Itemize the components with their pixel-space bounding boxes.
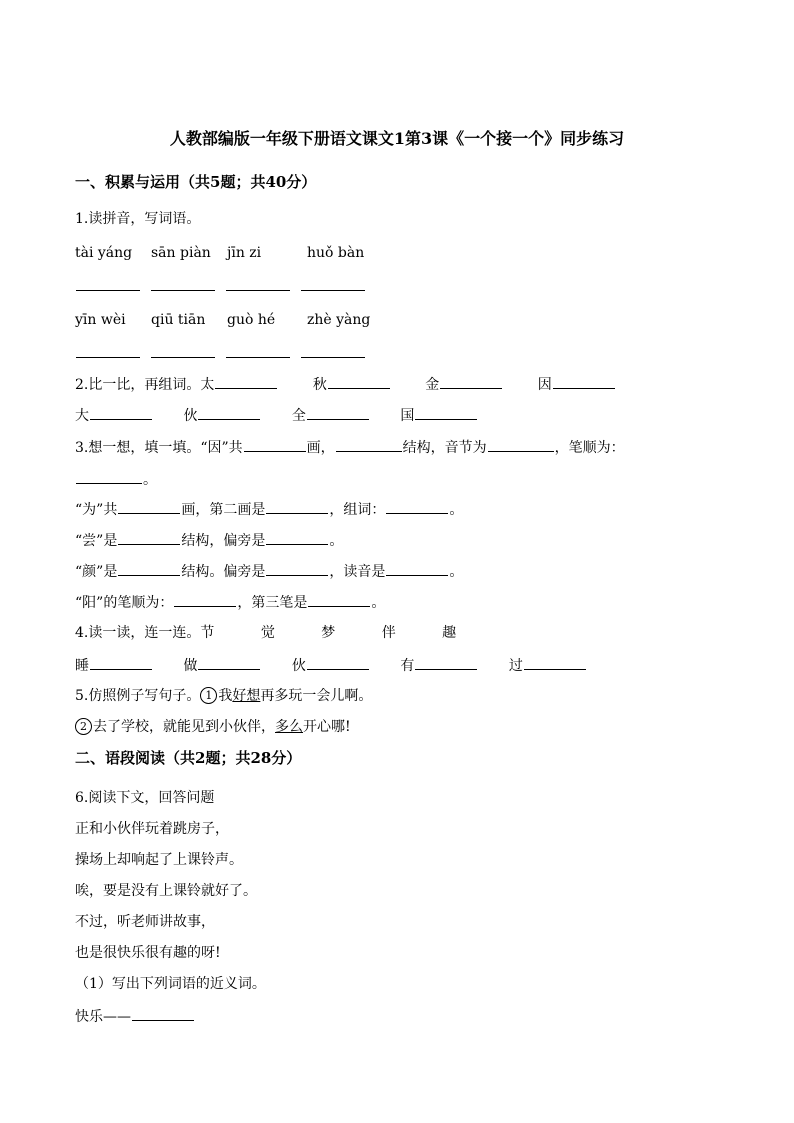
q2-row-2 [75,405,478,426]
answer-blank[interactable] [266,561,328,576]
char: 国 [400,408,415,424]
char: 过 [508,658,523,674]
q3-text: “颜”是 [75,564,118,580]
poem-line: 也是很快乐很有趣的呀! [75,945,221,961]
q3-text: 。 [449,564,464,580]
answer-blank[interactable] [266,530,328,545]
char: 节 [200,625,215,641]
q3-text: 结构。偏旁是 [181,564,266,580]
answer-blank[interactable] [76,276,140,291]
char: 有 [400,658,415,674]
answer-blank[interactable] [118,530,180,545]
char: 秋 [312,377,327,393]
answer-blank[interactable] [76,343,140,358]
poem-line: 操场上却响起了上课铃声。 [75,852,243,868]
q3-text: 。 [143,472,157,488]
q6-answer-prefix: 快乐—— [75,1009,131,1025]
char: 趣 [442,625,457,641]
q5-text: 我 [218,688,233,704]
answer-blank[interactable] [90,655,152,670]
answer-blank[interactable] [415,405,477,420]
answer-blank[interactable] [174,592,236,607]
answer-blank[interactable] [553,374,615,389]
char: 伙 [291,658,306,674]
answer-blank[interactable] [307,655,369,670]
q3-line-1 [75,437,625,458]
section-heading-1: 一、积累与运用（共5题；共40分） [75,173,317,191]
char: 大 [75,408,89,424]
q3-text: 画，第二画是 [181,502,266,518]
q5-prompt: 5.仿照例子写句子。 [75,688,201,704]
q6-prompt: 6.阅读下文，回答问题 [75,790,215,806]
q3-line-3 [75,530,343,551]
q3-text: 。 [449,502,464,518]
q2-row-1 [75,374,616,395]
poem-line: 正和小伙伴玩着跳房子， [75,821,229,837]
pinyin: guò hé [227,312,276,328]
q4-prompt: 4.读一读，连一连。 [75,625,201,641]
q3-text: “为”共 [75,502,118,518]
pinyin: tài yáng [75,245,133,261]
q1-answer-row-2 [75,343,375,364]
answer-blank[interactable] [488,437,554,452]
answer-blank[interactable] [328,374,390,389]
q3-line-5 [75,592,385,613]
q2-prompt: 2.比一比，再组词。 [75,377,201,393]
q3-line-4 [75,561,463,582]
answer-blank[interactable] [226,343,290,358]
q3-text: “尝”是 [75,533,118,549]
q3-text: ，组词： [329,502,386,518]
answer-blank[interactable] [386,499,448,514]
q4-row-1 [75,623,456,643]
q3-text: ，笔顺为： [554,440,625,456]
q1-prompt: 1.读拼音，写词语。 [75,211,201,227]
page-title: 人教部编版一年级下册语文课文1第3课《一个接一个》同步练习 [169,129,625,148]
poem-line: 不过，听老师讲故事， [75,914,215,930]
q6-answer-line [75,1006,195,1027]
q5-text: 去了学校，就能见到小伙伴， [93,719,275,735]
q4-row-2 [75,655,587,676]
char: 因 [537,377,552,393]
q3-text: ，读音是 [329,564,386,580]
answer-blank[interactable] [76,469,142,484]
char: 金 [425,377,440,393]
answer-blank[interactable] [118,561,180,576]
answer-blank[interactable] [266,499,328,514]
answer-blank[interactable] [301,343,365,358]
q3-text: 结构，偏旁是 [181,533,266,549]
circled-number: 1 [200,687,217,704]
answer-blank[interactable] [524,655,586,670]
section-heading-2: 二、语段阅读（共2题；共28分） [75,749,302,767]
pinyin: sān piàn [151,245,211,261]
char: 太 [200,377,215,393]
char: 睡 [75,658,89,674]
char: 做 [183,658,198,674]
q3-text: 。 [329,533,344,549]
char: 全 [291,408,306,424]
answer-blank[interactable] [198,655,260,670]
answer-blank[interactable] [308,592,370,607]
poem-line: 唉，要是没有上课铃就好了。 [75,883,257,899]
q3-line-2 [75,499,463,520]
answer-blank[interactable] [307,405,369,420]
q3-text: ，第三笔是 [237,595,308,611]
q6-subquestion-1: （1）写出下列词语的近义词。 [75,976,266,992]
q3-text: 3.想一想，填一填。“因”共 [75,440,243,456]
answer-blank[interactable] [440,374,502,389]
answer-blank[interactable] [336,437,402,452]
q3-text: 。 [371,595,386,611]
answer-blank[interactable] [226,276,290,291]
q3-text: “阳”的笔顺为： [75,595,174,611]
pinyin: yīn wèi [75,312,126,328]
q5-text: 开心哪! [303,719,351,735]
answer-blank[interactable] [415,655,477,670]
pinyin: zhè yàng [307,312,371,328]
char: 梦 [321,625,336,641]
q5-text: 再多玩一会儿啊。 [260,688,373,704]
q3-line-1-cont [75,469,157,490]
answer-blank[interactable] [151,343,215,358]
char: 伴 [381,625,396,641]
pinyin: qiū tiān [151,312,206,328]
q3-text: 画， [306,440,335,456]
answer-blank[interactable] [118,499,180,514]
q1-answer-row-1 [75,276,375,297]
char: 伙 [183,408,198,424]
q5-line-1 [75,686,372,706]
answer-blank[interactable] [301,276,365,291]
q5-underlined-text: 多么 [275,719,303,735]
answer-blank[interactable] [132,1006,194,1021]
q5-line-2 [75,717,351,737]
answer-blank[interactable] [386,561,448,576]
circled-number: 2 [75,718,92,735]
answer-blank[interactable] [151,276,215,291]
q1-pinyin-row-2 [75,310,383,330]
char: 觉 [260,625,275,641]
q5-underlined-text: 好想 [232,688,261,704]
answer-blank[interactable] [90,405,152,420]
pinyin: jīn zi [227,245,262,261]
q3-text: 结构，音节为 [402,440,487,456]
pinyin: huǒ bàn [307,245,365,261]
q1-pinyin-row-1 [75,243,383,263]
answer-blank[interactable] [244,437,306,452]
answer-blank[interactable] [198,405,260,420]
answer-blank[interactable] [215,374,277,389]
